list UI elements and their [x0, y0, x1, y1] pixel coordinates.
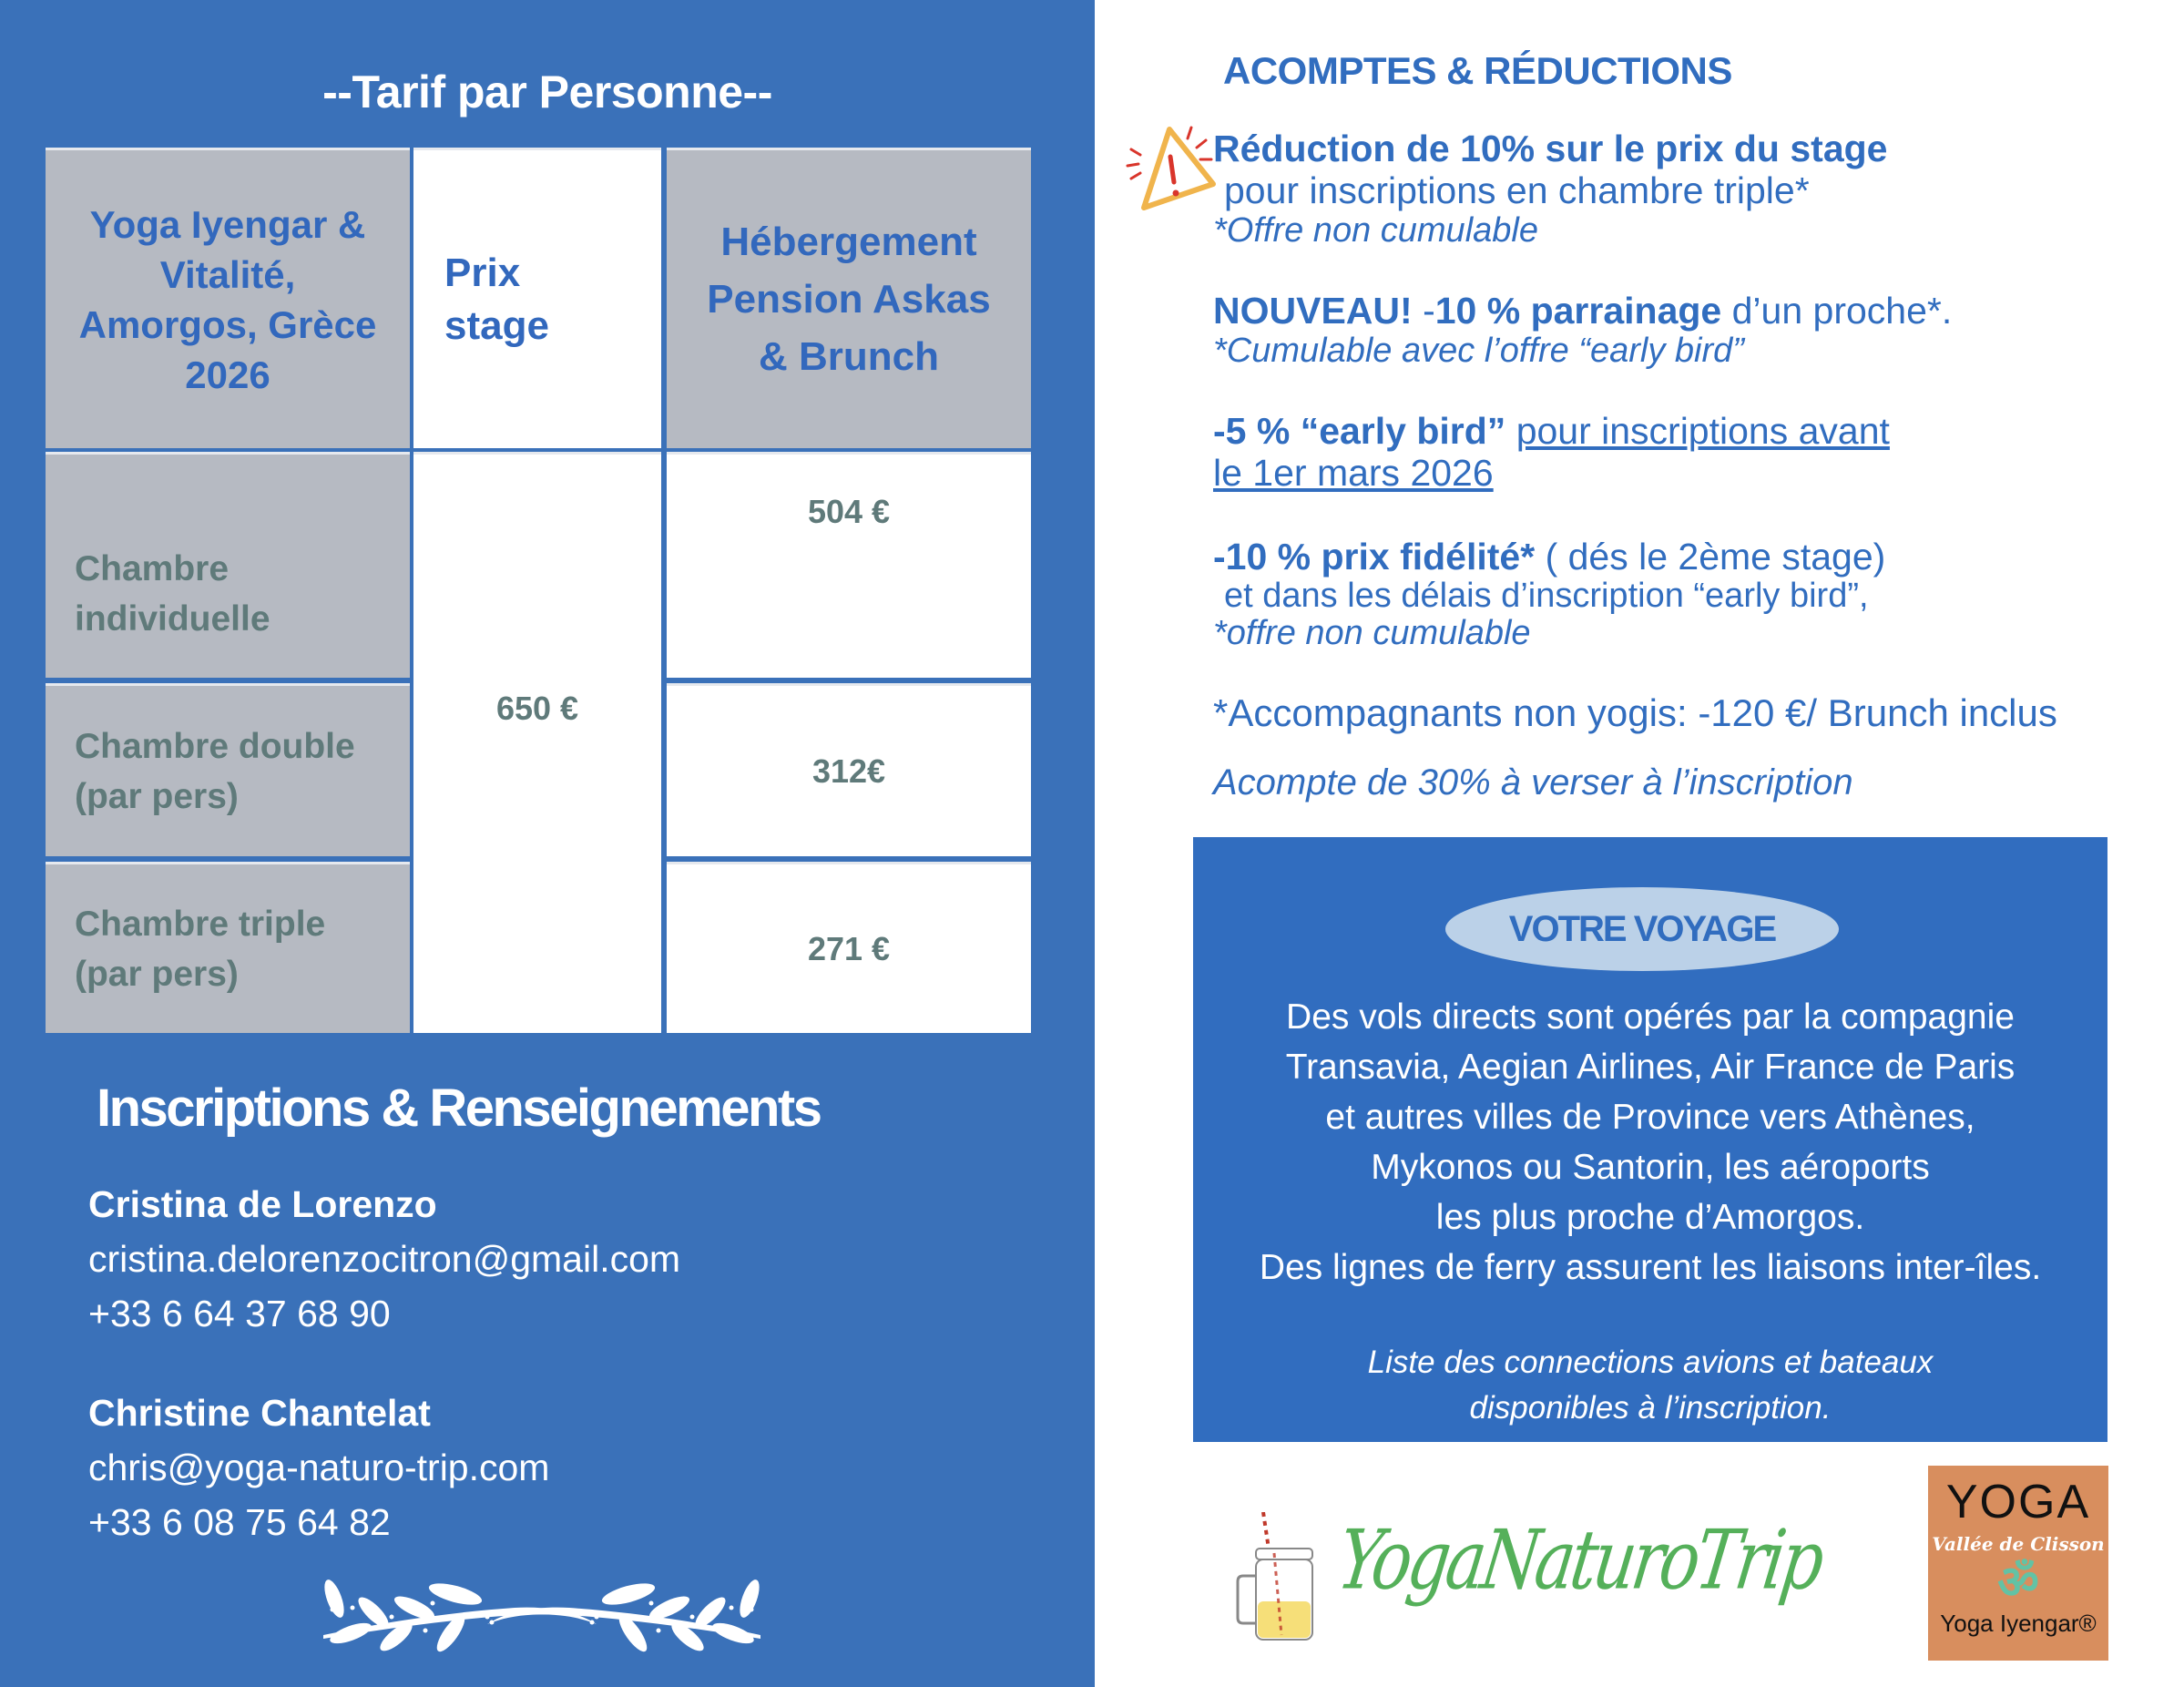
contact-card	[88, 1385, 549, 1549]
header-program-line: Amorgos, Grèce	[78, 302, 377, 346]
offer-detail: ( dés le 2ème stage)	[1535, 536, 1886, 578]
contact-name: Cristina de Lorenzo	[88, 1183, 437, 1225]
header-program-line: Yoga Iyengar &	[89, 202, 366, 246]
clisson-iyengar-text: Yoga Iyengar®	[1940, 1610, 2097, 1637]
voyage-description	[1193, 992, 2107, 1293]
clisson-vallee-text: Vallée de Clisson	[1932, 1533, 2105, 1555]
row-label-line: Chambre	[75, 548, 230, 588]
header-program-line: Vitalité,	[159, 252, 296, 296]
header-cell-hebergement	[667, 148, 1031, 448]
hebergement-price: 312€	[811, 751, 886, 790]
contact-email[interactable]: cristina.delorenzocitron@gmail.com	[88, 1238, 681, 1280]
offer-detail: et dans les délais d’inscription “early bird”,	[1224, 577, 1869, 615]
contact-card	[88, 1177, 680, 1341]
contact-name: Christine Chantelat	[88, 1392, 431, 1434]
row-label-double	[46, 683, 410, 856]
offer-triple-room	[1213, 128, 1887, 250]
offer-headline: -5 % “early bird”	[1213, 410, 1506, 452]
yoganaturotrip-wordmark: YogaNaturoTrip	[1332, 1511, 1827, 1608]
row-label-line: (par pers)	[75, 954, 239, 994]
offer-note: *Offre non cumulable	[1213, 211, 1538, 250]
offer-note: *Cumulable avec l’offre “early bird”	[1213, 332, 1744, 370]
voyage-line: les plus proche d’Amorgos.	[1435, 1198, 1865, 1237]
om-symbol-icon: ॐ	[1997, 1557, 2039, 1608]
accompagnants-text: *Accompagnants non yogis: -120 €/ Brunch inclus	[1213, 691, 2057, 734]
voyage-title-pill: VOTRE VOYAGE	[1445, 887, 1839, 971]
offer-note: *offre non cumulable	[1213, 614, 1531, 652]
hebergement-cell-triple	[667, 862, 1031, 1033]
offer-early-bird	[1213, 410, 1890, 494]
stage-price: 650 €	[495, 689, 579, 727]
header-prix-line: stage	[444, 302, 549, 348]
hebergement-cell-individuelle	[667, 452, 1031, 678]
offer-detail: d’un proche*.	[1721, 290, 1953, 332]
voyage-line: Des vols directs sont opérés par la compagnie	[1286, 997, 2015, 1037]
clisson-yoga-text: YOGA	[1945, 1476, 2091, 1529]
voyage-line: Transavia, Aegian Airlines, Air France de Paris	[1285, 1048, 2016, 1087]
contact-phone[interactable]: +33 6 64 37 68 90	[88, 1293, 391, 1334]
header-hebergement-line: Pension Askas	[707, 277, 991, 322]
offer-parrainage	[1213, 290, 1952, 370]
inscriptions-title: Inscriptions & Renseignements	[97, 1079, 821, 1138]
offer-headline: 10 % parrainage	[1434, 290, 1722, 332]
header-cell-prix-stage	[413, 148, 661, 448]
header-cell-program	[46, 148, 410, 448]
voyage-line: Des lignes de ferry assurent les liaisons inter-îles.	[1259, 1248, 2042, 1287]
voyage-note	[1193, 1340, 2107, 1431]
row-label-triple	[46, 862, 410, 1033]
offer-deadline: le 1er mars 2026	[1213, 452, 1494, 494]
contact-phone[interactable]: +33 6 08 75 64 82	[88, 1501, 391, 1543]
header-hebergement-line: Hébergement	[720, 220, 977, 264]
voyage-note-line: disponibles à l’inscription.	[1469, 1390, 1832, 1426]
voyage-note-line: Liste des connections avions et bateaux	[1367, 1344, 1934, 1380]
olive-branch-ornament-icon	[305, 1571, 779, 1653]
row-label-line: Chambre triple	[75, 904, 326, 944]
header-program-line: 2026	[185, 353, 270, 396]
voyage-box	[1193, 837, 2107, 1442]
price-table	[46, 148, 1031, 1033]
yoga-vallee-de-clisson-logo	[1928, 1466, 2108, 1661]
row-label-line: Chambre double	[75, 726, 355, 766]
offer-fidelite	[1213, 536, 1885, 652]
header-prix-line: Prix	[444, 250, 521, 295]
acompte	[1213, 763, 1853, 802]
header-hebergement-line: & Brunch	[759, 334, 939, 379]
acompte-text: Acompte de 30% à verser à l’inscription	[1213, 762, 1853, 803]
offer-headline: -10 % prix fidélité*	[1213, 536, 1536, 578]
yoganaturotrip-logo	[1234, 1503, 1827, 1649]
hebergement-price: 271 €	[807, 929, 891, 967]
row-label-individuelle	[46, 452, 410, 678]
offer-detail: pour inscriptions avant	[1516, 410, 1890, 452]
warning-triangle-icon	[1122, 118, 1224, 213]
row-label-line: individuelle	[75, 598, 270, 639]
offer-new-badge: NOUVEAU!	[1213, 290, 1413, 332]
row-label-line: (par pers)	[75, 776, 239, 816]
hebergement-price: 504 €	[807, 492, 891, 530]
tarif-title: --Tarif par Personne--	[322, 66, 772, 118]
contact-email[interactable]: chris@yoga-naturo-trip.com	[88, 1447, 550, 1488]
voyage-line: Mykonos ou Santorin, les aéroports	[1371, 1148, 1930, 1187]
stage-price-cell	[413, 452, 661, 1033]
hebergement-cell-double	[667, 683, 1031, 856]
voyage-line: et autres villes de Province vers Athènes,	[1325, 1098, 1975, 1137]
offer-detail: pour inscriptions en chambre triple*	[1224, 169, 1810, 211]
offer-accompagnants	[1213, 692, 2057, 734]
reductions-title: ACOMPTES & RÉDUCTIONS	[1223, 49, 1732, 92]
offer-dash: -	[1412, 290, 1435, 332]
offer-headline: Réduction de 10% sur le prix du stage	[1213, 128, 1888, 169]
smoothie-jar-icon	[1234, 1512, 1334, 1649]
